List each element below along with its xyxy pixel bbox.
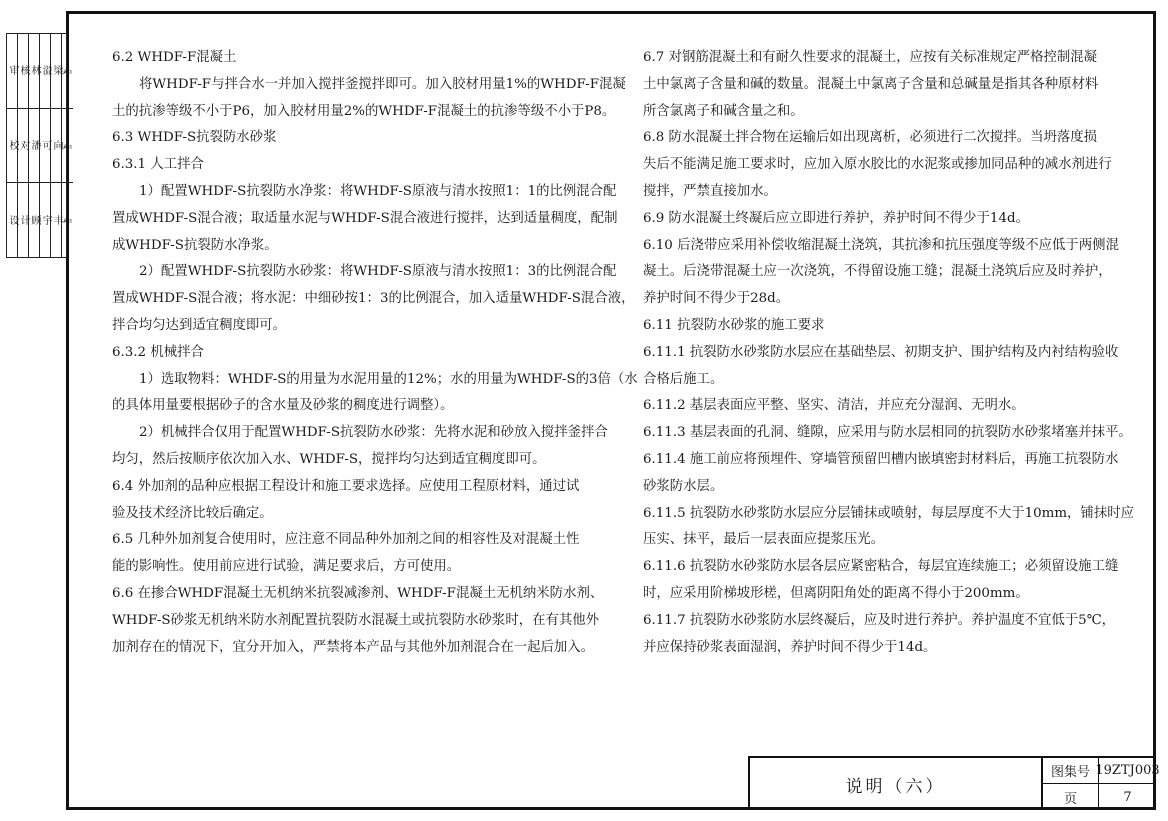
text-line: 搅拌，严禁直接加水。 bbox=[643, 183, 777, 199]
text-line: 所含氯离子和碱含量之和。 bbox=[643, 103, 804, 119]
stamp-cell: 校 bbox=[7, 109, 17, 184]
signature: ✍ bbox=[62, 34, 73, 109]
text-line: 拌合均匀达到适宜稠度即可。 bbox=[112, 317, 287, 333]
text-line: 的具体用量要根据砂子的含水量及砂浆的稠度进行调整）。 bbox=[112, 398, 454, 414]
stamp-cell: 对 bbox=[18, 109, 28, 184]
stamp-column bbox=[7, 34, 18, 257]
text-line: 养护时间不得少于28d。 bbox=[643, 291, 790, 307]
stamp-cell: 潘 bbox=[29, 109, 39, 184]
text-line: 合格后施工。 bbox=[643, 371, 724, 387]
stamp-cell: 顾 bbox=[29, 214, 40, 226]
text-line: 置成WHDF-S混合液；将水泥：中细砂按1：3的比例混合，加入适量WHDF-S混合液， bbox=[112, 291, 635, 307]
right-text-column bbox=[643, 45, 1134, 661]
text-line: 6.3 WHDF-S抗裂防水砂浆 bbox=[112, 130, 277, 146]
text-line: 6.3.1 人工拌合 bbox=[112, 157, 204, 173]
text-line: 6.11.6 抗裂防水砂浆防水层各层应紧密粘合，每层宜连续施工；必须留设施工缝 bbox=[643, 559, 1119, 575]
text-line: 失后不能满足施工要求时，应加入原水胶比的水泥浆或掺加同品种的减水剂进行 bbox=[643, 157, 1112, 173]
stamp-cell: 林 bbox=[29, 34, 39, 109]
text-line: 6.4 外加剂的品种应根据工程设计和施工要求选择。应使用工程原材料，通过试 bbox=[112, 478, 580, 494]
signature: ✍ bbox=[62, 109, 73, 184]
stamp-cell: 可 bbox=[40, 109, 50, 184]
drawing-title: 说明（六） bbox=[750, 758, 1043, 810]
text-line: 砂浆防水层。 bbox=[643, 478, 724, 494]
left-text-column bbox=[112, 45, 638, 661]
stamp-cell: 溢 bbox=[40, 34, 50, 109]
text-line: 6.11.4 施工前应将预埋件、穿墙管预留凹槽内嵌填密封材料后，再施工抗裂防水 bbox=[643, 451, 1119, 467]
text-line: 土中氯离子含量和碱的数量。混凝土中氯离子含量和总碱量是指其各种原材料 bbox=[643, 76, 1099, 92]
text-line: 验及技术经济比较后确定。 bbox=[112, 505, 273, 521]
text-line: 6.2 WHDF-F混凝土 bbox=[112, 50, 237, 65]
stamp-cell: 丰 bbox=[51, 214, 62, 226]
text-line: 加剂存在的情况下，宜分开加入，严禁将本产品与其他外加剂混合在一起后加入。 bbox=[112, 639, 595, 655]
text-line: 6.11.7 抗裂防水砂浆防水层终凝后，应及时进行养护。养护温度不宜低于5℃， bbox=[643, 612, 1116, 628]
text-line: 土的抗渗等级不小于P6，加入胶材用量2%的WHDF-F混凝土的抗渗等级不小于P8。 bbox=[112, 103, 616, 119]
stamp-cell: 宇 bbox=[40, 214, 51, 226]
text-line: 6.11.2 基层表面应平整、坚实、清洁，并应充分湿润、无明水。 bbox=[643, 398, 1025, 414]
approval-stamp-table bbox=[6, 33, 74, 258]
text-line: 时，应采用阶梯坡形槎，但离阴阳角处的距离不得小于200mm。 bbox=[643, 585, 1029, 601]
text-line: 压实、抹平，最后一层表面应提浆压光。 bbox=[643, 532, 885, 548]
text-line: 将WHDF-F与拌合水一并加入搅拌釜搅拌即可。加入胶材用量1%的WHDF-F混凝 bbox=[139, 76, 626, 92]
text-line: 6.6 在掺合WHDF混凝土无机纳米抗裂减渗剂、WHDF-F混凝土无机纳米防水剂、 bbox=[112, 585, 604, 601]
stamp-column bbox=[40, 34, 51, 257]
title-block bbox=[748, 756, 1160, 810]
signature: ✍ bbox=[61, 214, 74, 227]
text-line: 6.7 对钢筋混凝土和有耐久性要求的混凝土，应按有关标准规定严格控制混凝 bbox=[643, 50, 1098, 65]
text-line: 成WHDF-S抗裂防水净浆。 bbox=[112, 237, 278, 253]
stamp-cell: 核 bbox=[18, 34, 28, 109]
text-line: 6.11.3 基层表面的孔洞、缝隙，应采用与防水层相同的抗裂防水砂浆堵塞并抹平。 bbox=[643, 425, 1132, 441]
text-line: 2）配置WHDF-S抗裂防水砂浆：将WHDF-S原液与清水按照1：3的比例混合配 bbox=[139, 264, 617, 280]
text-line: 6.11 抗裂防水砂浆的施工要求 bbox=[643, 317, 825, 333]
text-line: 置成WHDF-S混合液；取适量水泥与WHDF-S混合液进行搅拌，达到适量稠度，配制 bbox=[112, 210, 618, 226]
stamp-column bbox=[62, 34, 73, 257]
text-line: 6.11.1 抗裂防水砂浆防水层应在基础垫层、初期支护、围护结构及内衬结构验收 bbox=[643, 344, 1119, 360]
stamp-cell: 梁 bbox=[51, 34, 61, 109]
stamp-cell: 设 bbox=[7, 214, 18, 226]
page-number: 7 bbox=[1123, 789, 1132, 805]
text-line: 并应保持砂浆表面湿润，养护时间不得少于14d。 bbox=[643, 639, 937, 655]
stamp-cell: 计 bbox=[18, 214, 29, 226]
stamp-cell: 向 bbox=[51, 109, 61, 184]
text-line: 2）机械拌合仅用于配置WHDF-S抗裂防水砂浆：先将水泥和砂放入搅拌釜拌合 bbox=[139, 425, 608, 441]
text-line: 凝土。后浇带混凝土应一次浇筑，不得留设施工缝；混凝土浇筑后应及时养护， bbox=[643, 264, 1112, 280]
text-line: 6.9 防水混凝土终凝后应立即进行养护，养护时间不得少于14d。 bbox=[643, 210, 1029, 226]
text-line: 6.8 防水混凝土拌合物在运输后如出现离析，必须进行二次搅拌。当坍落度损 bbox=[643, 130, 1098, 146]
stamp-cell: 审 bbox=[7, 34, 17, 109]
text-line: 均匀，然后按顺序依次加入水、WHDF-S，搅拌均匀达到适宜稠度即可。 bbox=[112, 451, 546, 467]
text-line: 6.11.5 抗裂防水砂浆防水层应分层铺抹或喷射，每层厚度不大于10mm，铺抹时应 bbox=[643, 505, 1134, 521]
stamp-column bbox=[29, 34, 40, 257]
text-line: 6.5 几种外加剂复合使用时，应注意不同品种外加剂之间的相容性及对混凝土性 bbox=[112, 532, 580, 548]
atlas-number-value: 19ZTJ003 bbox=[1099, 758, 1156, 784]
text-line: 1）选取物料：WHDF-S的用量为水泥用量的12%；水的用量为WHDF-S的3倍（水 bbox=[139, 371, 638, 387]
page-label: 页 bbox=[1043, 784, 1099, 810]
atlas-number-label: 图集号 bbox=[1043, 758, 1099, 784]
text-line: 6.10 后浇带应采用补偿收缩混凝土浇筑，其抗渗和抗压强度等级不应低于两侧混 bbox=[643, 237, 1119, 253]
text-line: 1）配置WHDF-S抗裂防水净浆：将WHDF-S原液与清水按照1：1的比例混合配 bbox=[139, 183, 617, 199]
text-line: WHDF-S砂浆无机纳米防水剂配置抗裂防水混凝土或抗裂防水砂浆时，在有其他外 bbox=[112, 612, 600, 628]
stamp-column bbox=[18, 34, 29, 257]
text-line: 6.3.2 机械拌合 bbox=[112, 344, 204, 360]
text-line: 能的影响性。使用前应进行试验，满足要求后，方可使用。 bbox=[112, 559, 461, 575]
